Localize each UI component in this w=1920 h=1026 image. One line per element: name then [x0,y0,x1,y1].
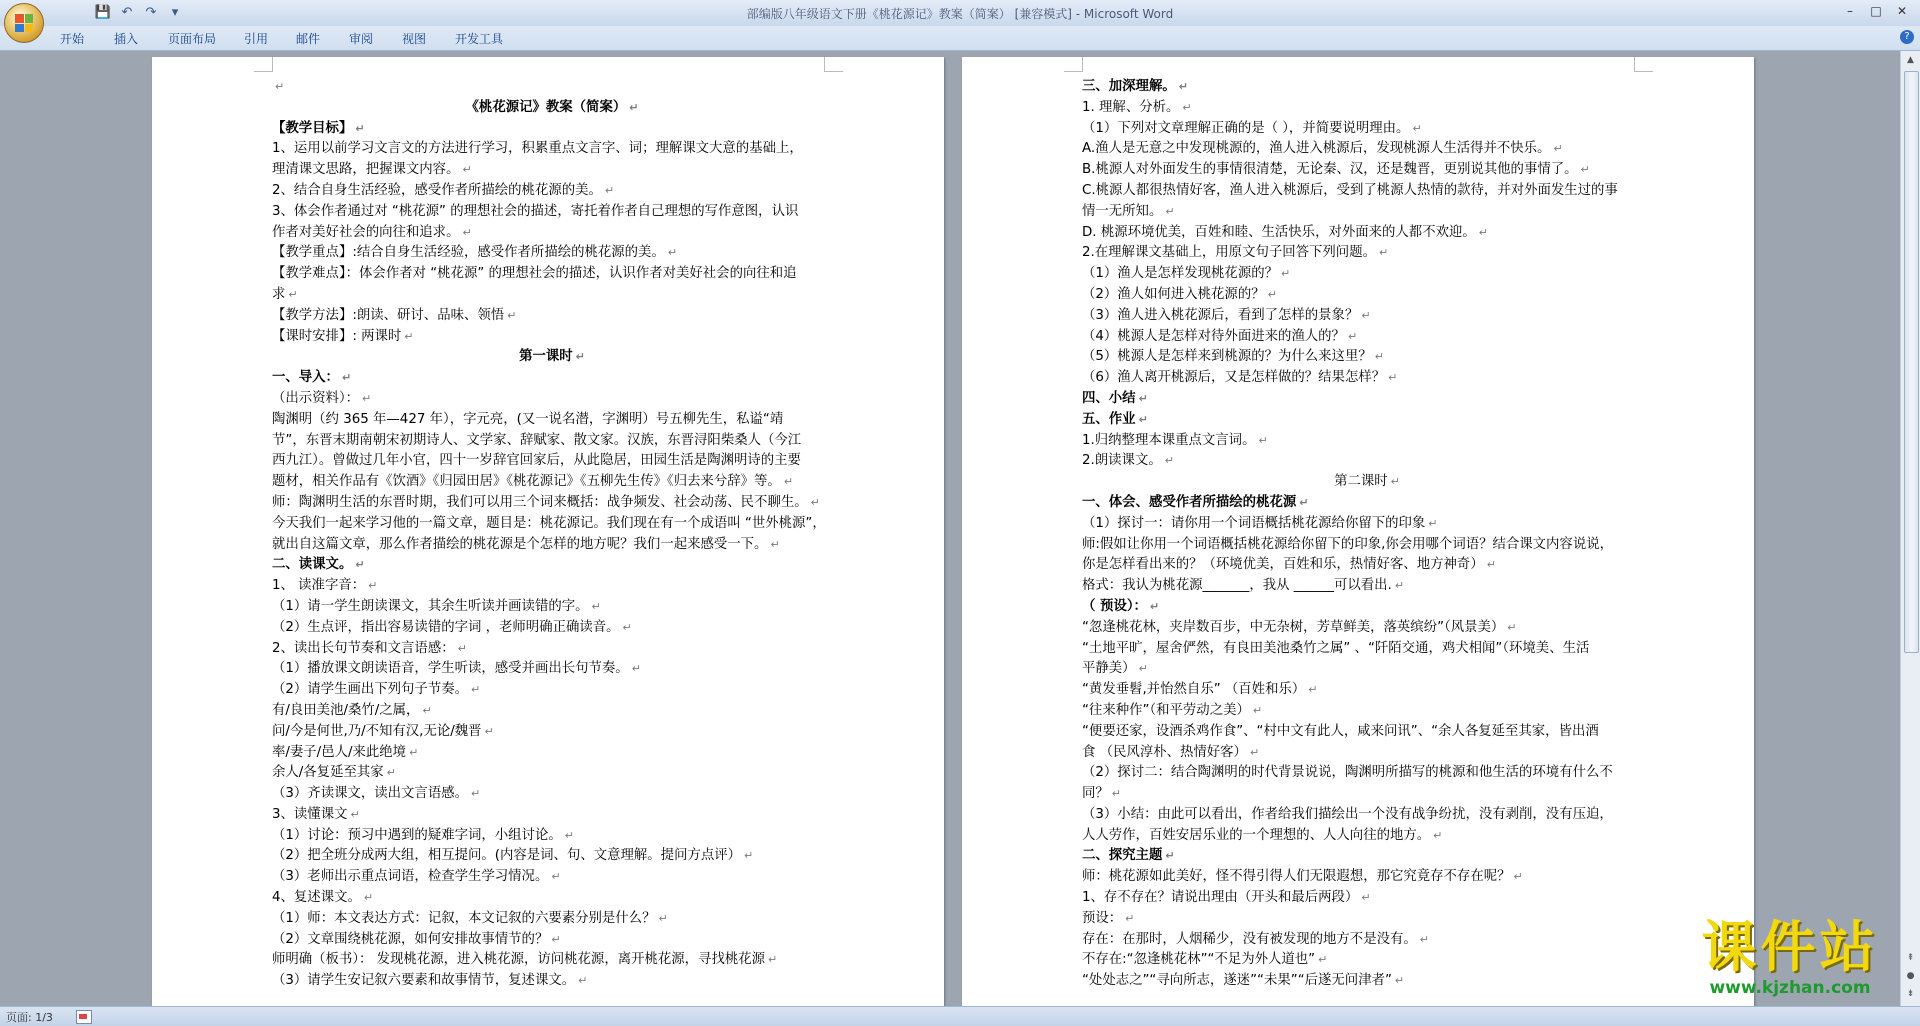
paragraph-line[interactable] [1082,846,1652,867]
paragraph-line[interactable] [272,119,832,140]
paragraph-line[interactable] [1082,597,1652,618]
paragraph-line[interactable] [272,285,832,306]
paragraph-line[interactable] [1082,327,1652,348]
paragraph-line[interactable] [272,763,832,784]
paragraph-mark-icon: ↵ [1111,787,1121,801]
paragraph-mark-icon: ↵ [1374,350,1384,364]
paragraph-mark-icon: ↵ [1412,121,1422,135]
paragraph-line[interactable] [272,306,832,327]
line-text: 2、结合自身生活经验，感受作者所描绘的桃花源的美。 [272,182,602,198]
paragraph-line[interactable] [272,909,832,930]
watermark-logo: 课件站 [1701,914,1879,979]
paragraph-mark-icon: ↵ [1125,911,1135,925]
vertical-scrollbar[interactable] [1900,51,1920,1006]
paragraph-mark-icon: ↵ [462,163,472,177]
line-text: 率/妻子/邑人/来此绝境 [272,744,407,760]
paragraph-line[interactable] [1082,701,1652,722]
line-text: 食 （民风淳朴、热情好客） [1082,744,1247,760]
line-text: 师：陶渊明生活的东晋时期，我们可以用三个词来概括：战争频发、社会动荡、民不聊生。 [272,494,808,510]
save-icon[interactable]: 💾 [94,4,112,20]
tab-home[interactable]: 开始 [60,32,85,46]
next-page-icon[interactable]: ⇟ [1906,989,1915,999]
line-text: A.渔人是无意之中发现桃源的，渔人进入桃源后，发现桃源人生活得并不快乐。 [1082,141,1551,157]
paragraph-line[interactable] [1082,451,1652,472]
tab-review[interactable]: 审阅 [349,32,374,46]
line-text: （1）探讨一：请你用一个词语概括桃花源给你留下的印象 [1082,515,1426,531]
paragraph-line[interactable] [272,888,832,909]
line-text: 节”，东晋末期南朝宋初期诗人、文学家、辞赋家、散文家。汉族，东晋浔阳柴桑人（今江 [272,432,802,448]
page-2-text[interactable] [1082,77,1652,992]
paragraph-mark-icon: ↵ [1486,558,1496,572]
paragraph-line[interactable] [1082,285,1652,306]
line-text: （3）老师出示重点词语，检查学生学习情况。 [272,869,549,885]
line-text: （1）下列对文章理解正确的是（ ），并简要说明理由。 [1082,120,1410,136]
paragraph-line[interactable] [272,826,832,847]
paragraph-line[interactable] [1082,930,1652,951]
paragraph-mark-icon: ↵ [1281,267,1291,281]
line-text: 格式：我认为桃花源_______，我从 ______可以看出. [1082,578,1392,594]
line-text: 3、读懂课文 [272,806,348,822]
paragraph-mark-icon: ↵ [1138,391,1148,405]
paragraph-mark-icon: ↵ [1318,953,1328,967]
paragraph-line[interactable] [272,77,832,98]
paragraph-mark-icon: ↵ [1252,703,1263,717]
paragraph-mark-icon: ↵ [355,121,365,135]
line-text: 1. 理解、分析。 [1082,99,1180,115]
paragraph-mark-icon: ↵ [578,974,588,988]
paragraph-line[interactable] [272,202,832,223]
paragraph-line[interactable] [1082,493,1652,514]
paragraph-line[interactable] [272,639,832,660]
paragraph-mark-icon: ↵ [355,558,365,572]
paragraph-line[interactable] [1082,472,1652,493]
paragraph-line[interactable] [272,722,832,743]
paragraph-mark-icon: ↵ [1478,225,1488,239]
paragraph-mark-icon: ↵ [1165,849,1175,863]
paragraph-mark-icon: ↵ [409,745,419,759]
paragraph-mark-icon: ↵ [422,703,432,717]
line-text: 师：桃花源如此美好，怪不得引得人们无限遐想，那它究竟存不存在呢？ [1082,869,1511,885]
paragraph-mark-icon: ↵ [1347,329,1358,343]
redo-icon[interactable]: ↷ [145,4,157,20]
previous-page-icon[interactable]: ⇞ [1906,953,1915,963]
page-count[interactable]: 页面: 1/3 [6,1011,53,1024]
document-workspace [0,51,1900,1006]
minimize-button[interactable]: – [1847,4,1853,18]
line-text: 作者对美好社会的向往和追求。 [272,224,460,240]
paragraph-line[interactable] [272,451,832,472]
paragraph-line[interactable] [272,535,832,556]
crop-mark [1634,57,1653,72]
paragraph-line[interactable] [1082,160,1652,181]
line-text: 同？ [1082,786,1109,802]
line-text: 1、存不存在？请说出理由（开头和最后两段） [1082,890,1359,906]
paragraph-mark-icon: ↵ [810,495,820,509]
paragraph-mark-icon: ↵ [1258,433,1268,447]
paragraph-mark-icon: ↵ [1390,475,1400,489]
line-text: 理清课文思路，把握课文内容。 [272,162,460,178]
paragraph-line[interactable] [1082,867,1652,888]
paragraph-line[interactable] [272,846,832,867]
paragraph-mark-icon: ↵ [368,579,378,593]
paragraph-line[interactable] [272,701,832,722]
line-text: （2）把全班分成两大组，相互提问。(内容是词、句、文意理解。提问方点评） [272,848,742,864]
line-text: 4、复述课文。 [272,890,361,906]
paragraph-line[interactable] [1082,805,1652,826]
paragraph-mark-icon: ↵ [1419,932,1429,946]
line-text: （2）文章围绕桃花源，如何安排故事情节的？ [272,931,549,947]
window-title: 部编版八年级语文下册《桃花源记》教案（简案） [兼容模式] - Microsoft Word [746,7,1174,21]
line-text: 【教学目标】 [272,120,353,136]
title-bar [0,0,1920,27]
office-button[interactable] [4,3,44,43]
paragraph-mark-icon: ↵ [341,371,352,385]
paragraph-line[interactable] [1082,306,1652,327]
line-text: 不存在:“忽逢桃花林”“不足为外人道也” [1082,952,1316,968]
line-text: 平静美） [1082,661,1136,677]
paragraph-line[interactable] [1082,389,1652,410]
line-text: 四、小结 [1082,390,1136,406]
paragraph-mark-icon: ↵ [275,80,285,93]
line-text: 题材，相关作品有《饮酒》《归园田居》《桃花源记》《五柳先生传》《归去来兮辞》等。 [272,474,781,490]
line-text: （出示资料）： [272,390,360,406]
paragraph-line[interactable] [272,971,832,992]
paragraph-line[interactable] [1082,950,1652,971]
paragraph-line[interactable] [272,493,832,514]
scroll-up-icon[interactable]: ▲ [1907,55,1914,65]
paragraph-mark-icon: ↵ [484,724,494,738]
paragraph-mark-icon: ↵ [462,225,472,239]
close-button[interactable]: ✕ [1896,4,1908,18]
paragraph-line[interactable] [1082,243,1652,264]
line-text: 一、体会、感受作者所描绘的桃花源 [1082,494,1297,510]
line-text: 师明确（板书）： 发现桃花源，进入桃花源，访问桃花源，离开桃花源，寻找桃花源 [272,952,766,968]
line-text: （1）师：本文表达方式：记叙，本文记叙的六要素分别是什么？ [272,910,656,926]
line-text: 师:假如让你用一个词语概括桃花源给你留下的印象,你会用哪个词语？结合课文内容说说， [1082,536,1613,552]
paragraph-mark-icon: ↵ [1553,142,1563,156]
paragraph-line[interactable] [1082,659,1652,680]
line-text: 第二课时 [1334,474,1388,490]
watermark [1665,916,1915,998]
paragraph-mark-icon: ↵ [564,828,574,842]
line-text: 2.朗读课文。 [1082,453,1162,469]
line-text: “土地平旷，屋舍俨然，有良田美池桑竹之属” 、“阡陌交通，鸡犬相闻”（环境美、生活 [1082,640,1590,656]
select-browse-object-icon[interactable]: ● [1906,971,1915,981]
paragraph-mark-icon: ↵ [507,308,517,322]
paragraph-mark-icon: ↵ [551,870,561,884]
paragraph-line[interactable] [272,950,832,971]
tab-mailings[interactable]: 邮件 [296,32,321,46]
line-text: “往来种作”（和平劳动之美） [1082,702,1250,718]
paragraph-line[interactable] [1082,202,1652,223]
paragraph-line[interactable] [1082,784,1652,805]
paragraph-mark-icon: ↵ [471,683,481,697]
paragraph-line[interactable] [1082,410,1652,431]
paragraph-line[interactable] [1082,77,1652,98]
line-text: 【课时安排】: 两课时 [272,328,402,344]
line-text: 1.归纳整理本课重点文言词。 [1082,432,1256,448]
paragraph-line[interactable] [272,514,832,535]
paragraph-mark-icon: ↵ [1361,891,1371,905]
line-text: “处处志之”“寻向所志，遂迷”“未果”“后遂无问津者” [1082,973,1392,989]
tab-insert[interactable]: 插入 [114,32,139,46]
line-text: 【教学难点】：体会作者对 “桃花源” 的理想社会的描述，认识作者对美好社会的向往和追 [272,266,797,282]
paragraph-mark-icon: ↵ [1361,308,1371,322]
paragraph-mark-icon: ↵ [404,329,414,343]
paragraph-line[interactable] [1082,514,1652,535]
paragraph-line[interactable] [272,659,832,680]
line-text: （ 预设）： [1082,598,1147,614]
paragraph-line[interactable] [1082,888,1652,909]
paragraph-line[interactable] [272,597,832,618]
line-text: 预设： [1082,910,1123,926]
paragraph-line[interactable] [272,223,832,244]
paragraph-line[interactable] [272,347,832,368]
line-text: 就出自这篇文章，那么作者描绘的桃花源是个怎样的地方呢？我们一起来感受一下。 [272,536,768,552]
line-text: C.桃源人都很热情好客，渔人进入桃源后，受到了桃源人热情的款待，并对外面发生过的事 [1082,182,1618,198]
paragraph-line[interactable] [272,680,832,701]
paragraph-line[interactable] [1082,763,1652,784]
paragraph-line[interactable] [272,431,832,452]
watermark-url: www.kjzhan.com [1709,978,1871,998]
paragraph-line[interactable] [1082,826,1652,847]
paragraph-line[interactable] [272,805,832,826]
paragraph-line[interactable] [1082,680,1652,701]
window-controls [1838,2,1914,20]
line-text: （3）渔人进入桃花源后，看到了怎样的景象？ [1082,307,1359,323]
paragraph-line[interactable] [272,784,832,805]
paragraph-mark-icon: ↵ [667,246,678,260]
paragraph-line[interactable] [1082,639,1652,660]
paragraph-mark-icon: ↵ [1433,828,1443,842]
crop-mark [254,57,273,72]
paragraph-mark-icon: ↵ [457,641,467,655]
line-text: 《桃花源记》教案（简案） [465,99,627,115]
line-text: 情一无所知。 [1082,203,1163,219]
line-text: 三、加深理解。 [1082,79,1176,94]
line-text: （6）渔人离开桃源后，又是怎样做的？结果怎样？ [1082,370,1386,386]
paragraph-mark-icon: ↵ [783,475,794,489]
paragraph-mark-icon: ↵ [744,849,754,863]
line-text: 求 [272,286,286,302]
paragraph-mark-icon: ↵ [1378,246,1389,260]
line-text: 3、体会作者通过对 “桃花源” 的理想社会的描述，寄托着作者自己理想的写作意图，认识 [272,203,799,219]
paragraph-mark-icon: ↵ [350,807,360,821]
paragraph-mark-icon: ↵ [1428,516,1438,530]
paragraph-mark-icon: ↵ [471,787,481,801]
paragraph-mark-icon: ↵ [604,183,615,197]
paragraph-mark-icon: ↵ [768,953,778,967]
paragraph-line[interactable] [1082,119,1652,140]
paragraph-line[interactable] [272,368,832,389]
line-text: 【教学重点】:结合自身生活经验，感受作者所描绘的桃花源的美。 [272,245,665,261]
paragraph-line[interactable] [272,930,832,951]
line-text: （1）播放课文朗读语音，学生听读，感受并画出长句节奏。 [272,661,629,677]
paragraph-mark-icon: ↵ [1394,974,1405,988]
line-text: （3）小结：由此可以看出，作者给我们描绘出一个没有战争纷扰，没有剥削，没有压迫， [1082,806,1613,822]
paragraph-line[interactable] [272,555,832,576]
paragraph-line[interactable] [1082,368,1652,389]
paragraph-mark-icon: ↵ [770,537,780,551]
paragraph-mark-icon: ↵ [622,620,632,634]
line-text: （2）渔人如何进入桃花源的？ [1082,286,1265,302]
paragraph-line[interactable] [272,327,832,348]
line-text: 问/今是何世,乃/不知有汉,无论/魏晋 [272,723,482,739]
crop-mark [1064,57,1083,72]
paragraph-mark-icon: ↵ [1580,163,1590,177]
line-text: 二、读课文。 [272,557,353,573]
paragraph-mark-icon: ↵ [1182,100,1192,114]
line-text: D. 桃源环境优美，百姓和睦、生活快乐，对外面来的人都不欢迎。 [1082,224,1476,240]
paragraph-mark-icon: ↵ [1149,599,1160,613]
paragraph-mark-icon: ↵ [1299,495,1309,509]
line-text: （4）桃源人是怎样对待外面进来的渔人的？ [1082,328,1345,344]
paragraph-line[interactable] [1082,909,1652,930]
line-text: 余人/各复延至其家 [272,765,384,781]
line-text: （3）请学生安记叙六要素和故事情节，复述课文。 [272,973,576,989]
paragraph-mark-icon: ↵ [1267,287,1277,301]
paragraph-line[interactable] [272,618,832,639]
line-text: （2）探讨二：结合陶渊明的时代背景说说，陶渊明所描写的桃源和他生活的环境有什么不 [1082,765,1613,781]
help-icon[interactable]: ? [1900,30,1914,44]
tab-page-layout[interactable]: 页面布局 [168,32,217,46]
scrollbar-thumb[interactable] [1904,71,1919,653]
line-text: （1）请一学生朗读课文，其余生听读并画读错的字。 [272,598,589,614]
line-text: “黄发垂髫,并怡然自乐” （百姓和乐） [1082,682,1306,698]
line-text: （5）桃源人是怎样来到桃源的？为什么来这里？ [1082,349,1372,365]
paragraph-line[interactable] [272,576,832,597]
paragraph-mark-icon: ↵ [386,766,396,780]
paragraph-line[interactable] [1082,264,1652,285]
paragraph-line[interactable] [272,160,832,181]
paragraph-mark-icon: ↵ [1164,454,1174,468]
undo-icon[interactable]: ↶ [121,4,133,20]
paragraph-mark-icon: ↵ [1138,662,1148,676]
paragraph-line[interactable] [1082,618,1652,639]
line-text: （1）讨论：预习中遇到的疑难字词，小组讨论。 [272,827,562,843]
line-text: 2、读出长句节奏和文言语感： [272,640,455,656]
line-text: （2）请学生画出下列句子节奏。 [272,682,468,698]
line-text: 二、探究主题 [1082,848,1163,864]
line-text: 今天我们一起来学习他的一篇文章，题目是：桃花源记。我们现在有一个成语叫 “世外桃源”， [272,515,826,531]
paragraph-mark-icon: ↵ [362,391,372,405]
line-text: 1、运用以前学习文言文的方法进行学习，积累重点文言字、词；理解课文大意的基础上， [272,141,803,157]
paragraph-line[interactable] [272,410,832,431]
paragraph-mark-icon: ↵ [1178,80,1188,93]
tab-view[interactable]: 视图 [402,32,427,46]
paragraph-line[interactable] [272,139,832,160]
paragraph-mark-icon: ↵ [363,891,374,905]
paragraph-mark-icon: ↵ [575,350,585,364]
paragraph-mark-icon: ↵ [1308,683,1318,697]
paragraph-line[interactable] [1082,347,1652,368]
line-text: 一、导入： [272,370,339,386]
paragraph-mark-icon: ↵ [631,662,641,676]
paragraph-line[interactable] [272,98,832,119]
paragraph-mark-icon: ↵ [1165,204,1175,218]
line-text: B.桃源人对外面发生的事情很清楚，无论秦、汉，还是魏晋，更别说其他的事情了。 [1082,162,1578,178]
paragraph-line[interactable] [272,472,832,493]
paragraph-mark-icon: ↵ [1388,371,1398,385]
paragraph-mark-icon: ↵ [658,911,668,925]
line-text: （3）齐读课文，读出文言语感。 [272,786,468,802]
paragraph-mark-icon: ↵ [1507,620,1517,634]
line-text: 有/良田美池/桑竹/之属， [272,702,420,718]
document-page-2[interactable] [962,57,1754,1006]
paragraph-mark-icon: ↵ [551,932,561,946]
paragraph-mark-icon: ↵ [1138,412,1148,426]
line-text: 第一课时 [519,349,573,365]
paragraph-line[interactable] [272,264,832,285]
crop-mark [824,57,843,72]
line-text: 陶渊明（约 365 年—427 年），字元亮，(又一说名潜，字渊明）号五柳先生，私谥“靖 [272,411,784,427]
paragraph-line[interactable] [272,181,832,202]
line-text: 你是怎样看出来的？（环境优美，百姓和乐，热情好客、地方神奇） [1082,557,1484,573]
line-text: 2.在理解课文基础上，用原文句子回答下列问题。 [1082,245,1376,261]
paragraph-line[interactable] [1082,971,1652,992]
paragraph-line[interactable] [1082,431,1652,452]
paragraph-line[interactable] [272,243,832,264]
customize-qat-icon[interactable]: ▾ [171,4,179,20]
page-1-text[interactable] [272,77,832,992]
line-text: 1、 读准字音： [272,578,366,594]
paragraph-line[interactable] [1082,722,1652,743]
maximize-button[interactable]: □ [1870,4,1882,18]
line-text: “忽逢桃花林，夹岸数百步，中无杂树，芳草鲜美，落英缤纷”（风景美） [1082,619,1505,635]
paragraph-mark-icon: ↵ [1249,745,1260,759]
paragraph-mark-icon: ↵ [288,287,298,301]
tab-developer[interactable]: 开发工具 [455,32,504,46]
paragraph-mark-icon: ↵ [1513,870,1523,884]
line-text: 人人劳作，百姓安居乐业的一个理想的、人人向往的地方。 [1082,827,1431,843]
document-page-1[interactable] [152,57,944,1006]
paragraph-line[interactable] [272,867,832,888]
line-text: （2）生点评，指出容易读错的字词 ，老师明确正确读音。 [272,619,620,635]
status-bar [0,1006,1920,1026]
office-logo-icon [15,14,33,32]
tab-references[interactable]: 引用 [244,32,269,46]
paragraph-line[interactable] [1082,535,1652,556]
paragraph-line[interactable] [1082,98,1652,119]
paragraph-line[interactable] [1082,139,1652,160]
paragraph-mark-icon: ↵ [1394,579,1405,593]
paragraph-line[interactable] [1082,555,1652,576]
paragraph-line[interactable] [1082,181,1652,202]
line-text: 【教学方法】:朗读、研讨、品味、领悟 [272,307,505,323]
line-text: （1）渔人是怎样发现桃花源的？ [1082,266,1278,282]
line-text: 五、作业 [1082,411,1136,427]
proofing-status-icon[interactable] [76,1010,92,1024]
paragraph-line[interactable] [272,389,832,410]
paragraph-mark-icon: ↵ [591,599,601,613]
paragraph-line[interactable] [272,743,832,764]
line-text: “便要还家，设酒杀鸡作食”、“村中文有此人，咸来问讯”、“余人各复延至其家，皆出酒 [1082,723,1599,739]
paragraph-mark-icon: ↵ [629,100,639,114]
paragraph-line[interactable] [1082,743,1652,764]
line-text: 西九江）。曾做过几年小官，四十一岁辞官回家后，从此隐居，田园生活是陶渊明诗的主要 [272,453,801,469]
paragraph-line[interactable] [1082,576,1652,597]
paragraph-line[interactable] [1082,223,1652,244]
line-text: 存在：在那时，人烟稀少，没有被发现的地方不是没有。 [1082,931,1417,947]
ribbon-tabs [0,26,1920,51]
